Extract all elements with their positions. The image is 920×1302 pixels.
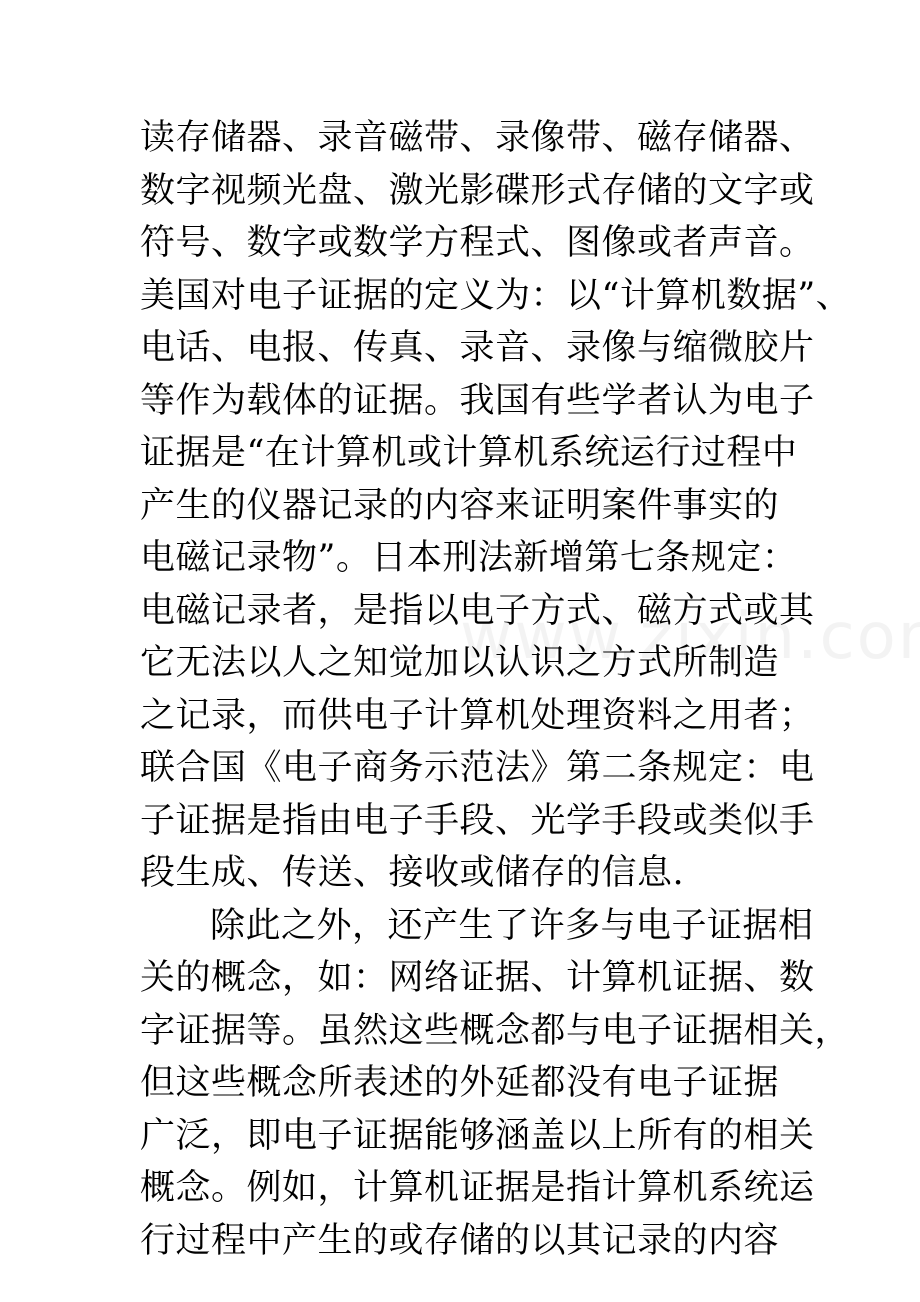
- text-line: 但这些概念所表述的外延都没有电子证据: [140, 1063, 780, 1103]
- text-line: 数字视频光盘、激光影碟形式存储的文字或: [140, 170, 815, 211]
- text-line: 等作为载体的证据。我国有些学者认为电子: [140, 380, 815, 421]
- text-line: 符号、数字或数学方程式、图像或者声音。: [140, 223, 815, 263]
- text-line: 证据是“在计算机或计算机系统运行过程中: [140, 433, 798, 473]
- text-line: 电磁记录物”。日本刑法新增第七条规定：: [140, 538, 798, 578]
- text-line: 电话、电报、传真、录音、录像与缩微胶片: [140, 328, 815, 368]
- text-line: 段生成、传送、接收或储存的信息.: [140, 853, 685, 893]
- text-line: 之记录，而供电子计算机处理资料之用者；: [140, 695, 815, 736]
- text-line: 行过程中产生的或存储的以其记录的内容: [140, 1220, 780, 1261]
- text-line: 关的概念，如：网络证据、计算机证据、数: [140, 958, 815, 998]
- text-line: 广泛，即电子证据能够涵盖以上所有的相关: [140, 1115, 815, 1156]
- text-line: 读存储器、录音磁带、录像带、磁存储器、: [140, 118, 815, 158]
- text-line: 美国对电子证据的定义为：以“计算机数据”、: [140, 275, 852, 316]
- paragraph-start-line: 除此之外，还产生了许多与电子证据相: [210, 905, 814, 946]
- text-line: 字证据等。虽然这些概念都与电子证据相关，: [140, 1010, 851, 1051]
- body-text: [140, 112, 852, 1267]
- text-line: 联合国《电子商务示范法》第二条规定：电: [140, 748, 815, 788]
- text-line: 电磁记录者，是指以电子方式、磁方式或其: [140, 590, 815, 631]
- text-line: 概念。例如，计算机证据是指计算机系统运: [140, 1168, 815, 1208]
- text-line: 子证据是指由电子手段、光学手段或类似手: [140, 800, 815, 841]
- text-line: 产生的仪器记录的内容来证明案件事实的: [140, 485, 780, 526]
- text-line: 它无法以人之知觉加以认识之方式所制造: [140, 643, 780, 683]
